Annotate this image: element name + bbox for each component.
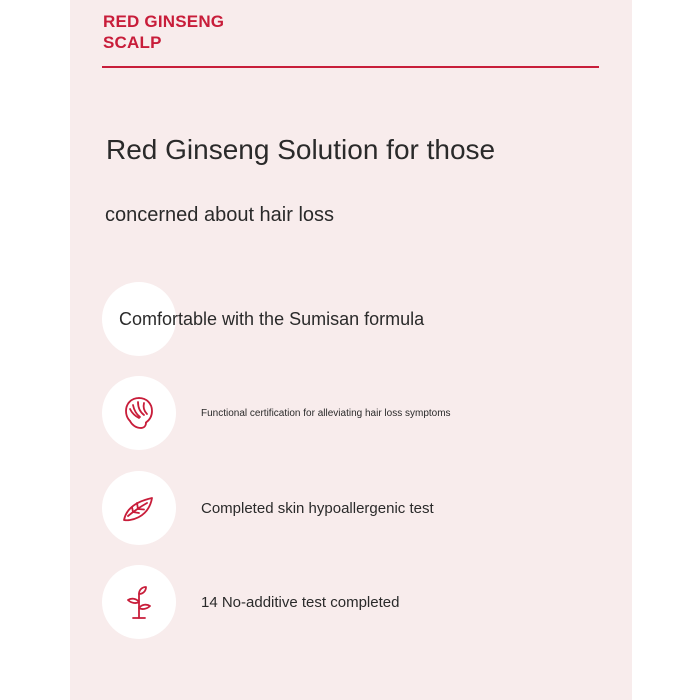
headline-line-1: Red Ginseng Solution for those	[106, 134, 496, 165]
feature-icon-circle	[102, 565, 176, 639]
feature-item-no-additive-test	[70, 565, 632, 645]
feature-icon-circle	[102, 471, 176, 545]
brand-line-1: RED GINSENG	[103, 12, 225, 31]
feature-label: Functional certification for alleviating hair loss symptoms	[201, 407, 451, 419]
leaf-icon	[119, 488, 159, 528]
feature-label: Comfortable with the Sumisan formula	[119, 308, 425, 329]
feature-label: 14 No-additive test completed	[201, 593, 400, 611]
sprout-icon	[119, 582, 159, 622]
feature-item-hypoallergenic-test	[70, 471, 632, 551]
feature-label: Completed skin hypoallergenic test	[201, 499, 434, 517]
feature-icon-circle	[102, 376, 176, 450]
product-info-panel	[70, 0, 632, 700]
brand-divider	[102, 66, 599, 68]
headline-line-2: concerned about hair loss	[105, 204, 335, 226]
feature-item-sumisan-formula	[70, 282, 632, 362]
brand-logo	[103, 11, 224, 53]
hair-head-icon	[119, 393, 159, 433]
feature-item-functional-certification	[70, 376, 632, 456]
brand-line-2: SCALP	[103, 33, 162, 52]
